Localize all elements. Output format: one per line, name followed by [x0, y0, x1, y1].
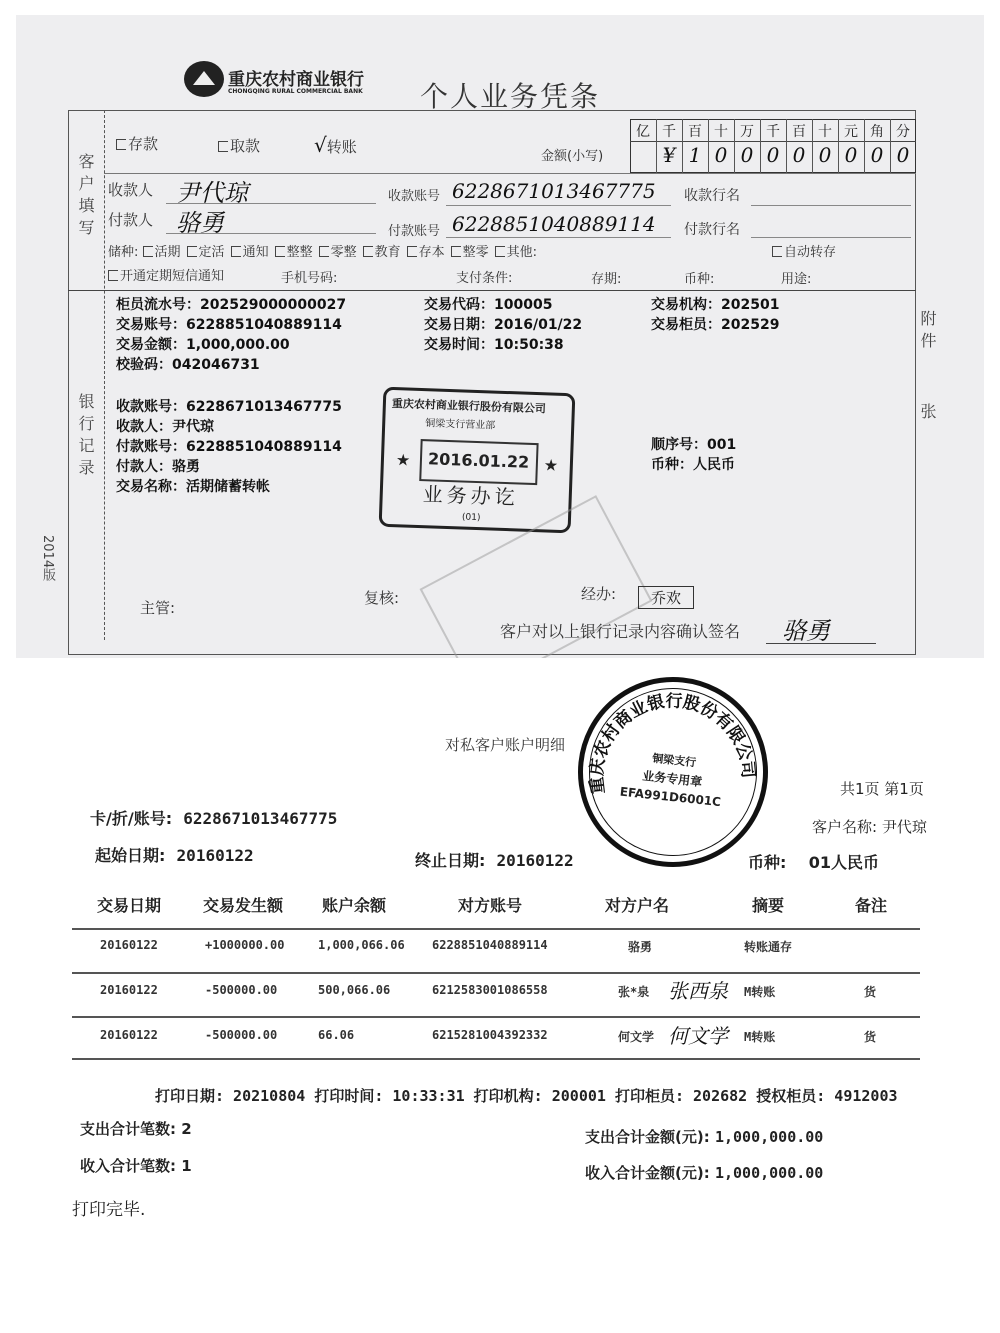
column-header: 账户余额 — [322, 896, 387, 915]
cell-amount: -500000.00 — [205, 983, 278, 997]
statement-currency: 币种: 01人民币 — [748, 853, 879, 872]
payer-label: 付款人 — [108, 211, 154, 229]
deposit-type-checkbox[interactable]: 零整 — [319, 245, 357, 260]
checkmark-icon: √ — [314, 133, 327, 157]
customer-section-label: 客户填写 — [76, 153, 95, 241]
attachment-unit: 张 — [918, 403, 937, 425]
cell-name: 张*泉 — [618, 985, 650, 999]
bank-section-label: 银行记录 — [76, 393, 95, 481]
amount-digit: ¥ — [662, 143, 676, 167]
deposit-type-checkbox[interactable]: 教育 — [363, 245, 401, 260]
deposit-type-checkbox[interactable]: 整整 — [275, 245, 313, 260]
cell-note: 货 — [864, 985, 877, 999]
amount-digit: 0 — [766, 143, 780, 167]
start-date: 起始日期: 20160122 — [95, 846, 254, 865]
handler-label: 经办: — [581, 585, 617, 603]
payee-bank-label: 收款行名 — [684, 188, 740, 204]
term-label: 存期: — [591, 272, 622, 287]
amount-unit: 百 — [792, 124, 806, 140]
business-stamp: 重庆农村商业银行股份有限公司 铜梁支行营业部 ★ ★ 2016.01.22 业务办讫 (01) — [379, 387, 576, 534]
deposit-type-row: 储种: 活期 定活 通知 整整 零整 教育 存本 整零 其他: — [108, 245, 538, 260]
cell-memo: M转账 — [744, 985, 776, 999]
checkbox-icon[interactable] — [116, 139, 126, 150]
amount-digit: 1 — [688, 143, 702, 167]
cell-date: 20160122 — [100, 983, 158, 997]
print-info: 打印日期: 20210804 打印时间: 10:33:31 打印机构: 200001 打印柜员: 202682 授权柜员: 4912003 — [155, 1087, 898, 1105]
payer-account-label: 付款账号 — [388, 224, 441, 239]
cell-memo: M转账 — [744, 1030, 776, 1044]
amount-unit: 角 — [870, 124, 884, 140]
bank-seal: 重庆农村商业银行股份有限公司 铜梁支行 业务专用章 EFA991D6001C — [569, 668, 778, 877]
review-label: 复核: — [364, 589, 400, 607]
out-count: 支出合计笔数: 2 — [80, 1120, 192, 1138]
amount-digit: 0 — [714, 143, 728, 167]
bank-logo-icon — [184, 61, 224, 97]
column-header: 交易日期 — [97, 896, 162, 915]
payee-account-value: 6228671013467775 — [452, 179, 656, 203]
customer-signature: 骆勇 — [782, 617, 830, 645]
bank-record-col1: 柜员流水号：202529000000027 交易账号：6228851040889114 交易金额：1,000,000.00 校验码：042046731 收款账号：6228671013467775 收款人：尹代琼 付款账号：6228851040889114 付款人：骆勇 交易名称：活期储蓄转帐 — [116, 297, 347, 495]
payer-bank-label: 付款行名 — [684, 222, 740, 238]
amount-unit: 亿 — [636, 124, 650, 140]
amount-unit: 十 — [818, 124, 832, 140]
option-deposit[interactable]: 存款 — [116, 133, 158, 154]
checkbox-icon[interactable] — [218, 141, 228, 152]
amount-digit: 0 — [818, 143, 832, 167]
amount-unit: 百 — [688, 124, 702, 140]
in-count: 收入合计笔数: 1 — [80, 1157, 192, 1175]
auto-renew-checkbox[interactable]: 自动转存 — [772, 241, 836, 260]
in-total: 收入合计金额(元): 1,000,000.00 — [585, 1164, 824, 1182]
page-count: 共1页 第1页 — [840, 780, 924, 798]
deposit-type-checkbox[interactable]: 活期 — [143, 245, 181, 260]
statement-title: 对私客户账户明细 — [445, 736, 566, 754]
print-done: 打印完毕. — [72, 1200, 146, 1220]
currency-label: 币种: — [684, 272, 715, 287]
transaction-slip — [16, 15, 984, 658]
option-transfer[interactable]: √转账 — [314, 133, 357, 157]
supervisor-label: 主管: — [140, 599, 176, 617]
cell-balance: 500,066.06 — [318, 983, 391, 997]
cell-amount: +1000000.00 — [205, 938, 285, 952]
amount-unit: 元 — [844, 124, 858, 140]
edition-label: 2014版 — [40, 535, 55, 582]
column-header: 摘要 — [752, 896, 785, 915]
column-header: 备注 — [855, 896, 888, 915]
cell-amount: -500000.00 — [205, 1028, 278, 1042]
bank-record-col4: 顺序号：001 币种：人民币 — [651, 437, 737, 473]
amount-label: 金额(小写) — [541, 149, 604, 164]
card-account: 卡/折/账号: 6228671013467775 — [90, 809, 338, 828]
payee-account-label: 收款账号 — [388, 189, 441, 204]
out-total: 支出合计金额(元): 1,000,000.00 — [585, 1128, 824, 1146]
amount-digit: 0 — [870, 143, 884, 167]
bank-record-col2: 交易代码：100005 交易日期：2016/01/22 交易时间：10:50:38 — [424, 297, 583, 353]
payee-label: 收款人 — [108, 181, 154, 199]
confirm-label: 客户对以上银行记录内容确认签名 — [500, 622, 741, 641]
payee-value: 尹代琼 — [176, 179, 248, 207]
amount-unit: 千 — [662, 124, 676, 140]
cell-account: 6228851040889114 — [432, 938, 548, 952]
deposit-type-checkbox[interactable]: 定活 — [187, 245, 225, 260]
column-header: 对方账号 — [458, 896, 523, 915]
cell-date: 20160122 — [100, 938, 158, 952]
amount-unit: 分 — [896, 124, 910, 140]
deposit-type-checkbox[interactable]: 整零 — [451, 245, 489, 260]
amount-unit: 万 — [740, 124, 754, 140]
bank-name-en: CHONGQING RURAL COMMERCIAL BANK — [228, 88, 363, 95]
option-withdraw[interactable]: 取款 — [218, 135, 260, 156]
cell-name: 骆勇 — [628, 940, 653, 954]
slip-title: 个人业务凭条 — [420, 80, 601, 113]
amount-digit: 0 — [792, 143, 806, 167]
handwritten-name: 何文学 — [668, 1024, 728, 1048]
customer-name: 客户名称: 尹代琼 — [812, 818, 927, 836]
sms-notice-checkbox[interactable]: 开通定期短信通知 — [108, 265, 224, 284]
amount-digit: 0 — [844, 143, 858, 167]
bank-name: 重庆农村商业银行 — [228, 70, 364, 90]
handler-value: 乔欢 — [638, 586, 694, 609]
phone-label: 手机号码: — [281, 271, 338, 286]
amount-unit: 十 — [714, 124, 728, 140]
pay-condition-label: 支付条件: — [456, 271, 513, 286]
column-header: 对方户名 — [605, 896, 670, 915]
cell-memo: 转账通存 — [744, 940, 793, 954]
cell-account: 6212583001086558 — [432, 983, 548, 997]
purpose-label: 用途: — [781, 272, 812, 287]
cell-account: 6215281004392332 — [432, 1028, 548, 1042]
cell-date: 20160122 — [100, 1028, 158, 1042]
cell-balance: 1,000,066.06 — [318, 938, 405, 952]
deposit-type-checkbox[interactable]: 存本 — [407, 245, 445, 260]
deposit-type-checkbox[interactable]: 通知 — [231, 245, 269, 260]
amount-unit: 千 — [766, 124, 780, 140]
cell-note: 货 — [864, 1030, 877, 1044]
amount-digit: 0 — [896, 143, 910, 167]
end-date: 终止日期: 20160122 — [415, 851, 574, 870]
payer-value: 骆勇 — [176, 209, 224, 237]
column-header: 交易发生额 — [203, 896, 284, 915]
bank-record-col3: 交易机构：202501 交易柜员：202529 — [651, 297, 780, 333]
payer-account-value: 6228851040889114 — [452, 212, 656, 236]
cell-balance: 66.06 — [318, 1028, 355, 1042]
amount-digit: 0 — [740, 143, 754, 167]
deposit-type-checkbox[interactable]: 其他: — [495, 245, 537, 260]
svg-text:重庆农村商业银行股份有限公司: 重庆农村商业银行股份有限公司 — [587, 691, 758, 795]
attachment-label: 附件 — [918, 310, 937, 354]
handwritten-name: 张西泉 — [668, 979, 728, 1003]
cell-name: 何文学 — [618, 1030, 655, 1044]
